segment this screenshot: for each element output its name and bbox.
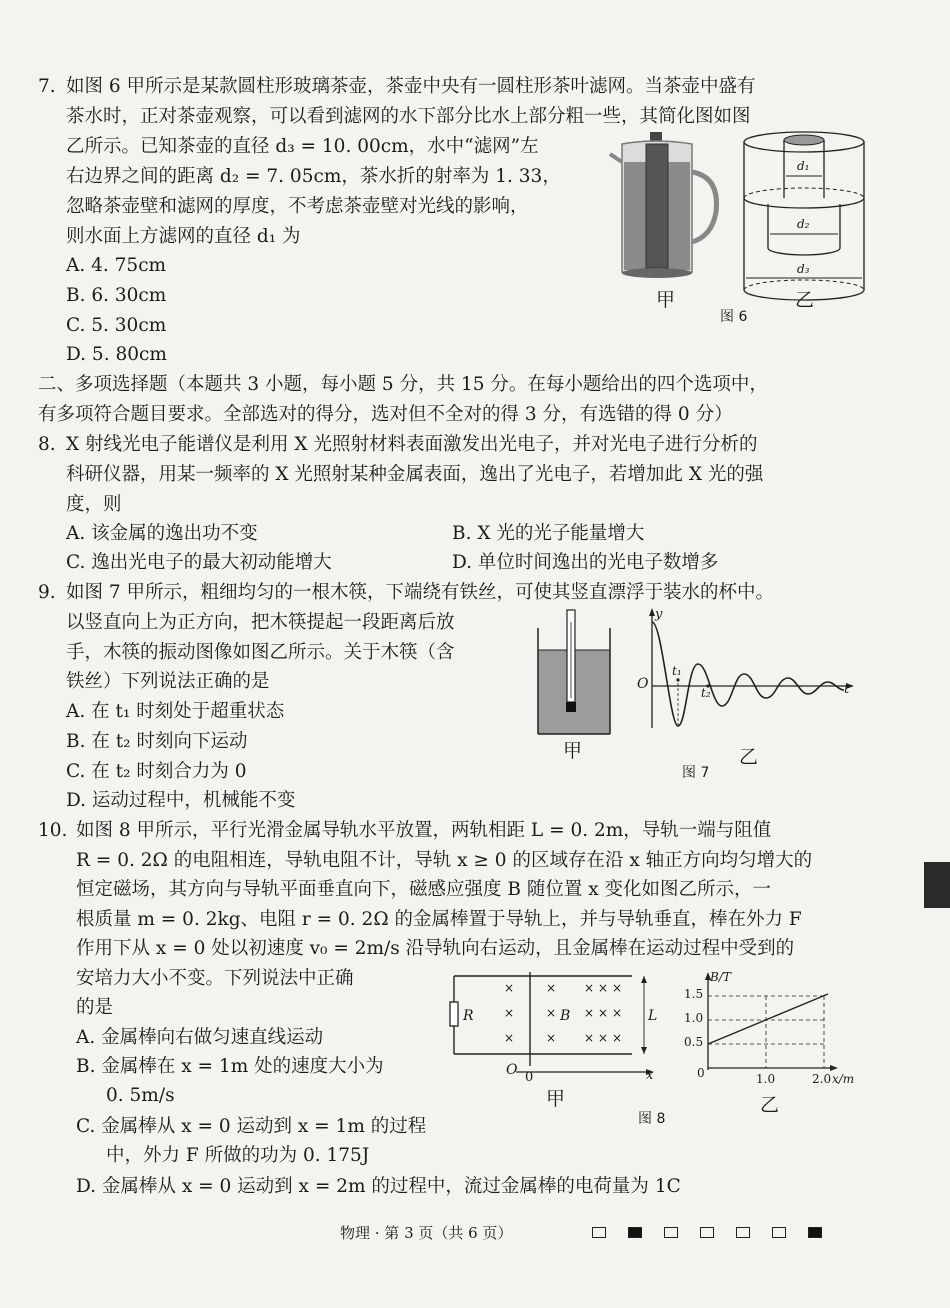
q7-text-line: 右边界之间的距离 d₂ = 7. 05cm，茶水折的射率为 1. 33， [66, 166, 561, 187]
q9-number: 9. [38, 582, 56, 603]
q10-option-b-cont: 0. 5m/s [106, 1085, 175, 1106]
q9-option-a: A. 在 t₁ 时刻处于超重状态 [66, 701, 285, 722]
fig7-caption: 图 7 [682, 765, 710, 781]
q10-text-line: 根质量 m = 0. 2kg、电阻 r = 0. 2Ω 的金属棒置于导轨上，并与导轨垂直，棒在外力 F [76, 909, 802, 930]
svg-text:×: × [504, 981, 515, 995]
q10-text-line: 恒定磁场，其方向与导轨平面垂直向下，磁感应强度 B 随位置 x 变化如图乙所示，一 [76, 879, 772, 900]
q10-option-c-cont: 中，外力 F 所做的功为 0. 175J [106, 1145, 370, 1166]
q8-option-d: D. 单位时间逸出的光电子数增多 [452, 552, 719, 573]
q8-option-b: B. X 光的光子能量增大 [452, 523, 645, 544]
t2-label: t₂ [701, 686, 711, 700]
q9-text-line: 手，木筷的振动图像如图乙所示。关于木筷（含 [66, 642, 455, 663]
q7-text-line: 则水面上方滤网的直径 d₁ 为 [66, 226, 301, 247]
oscillation-graph [636, 606, 854, 730]
svg-text:×: × [598, 1006, 609, 1020]
svg-text:×: × [612, 1031, 623, 1045]
svg-text:×: × [504, 1031, 515, 1045]
q10-text-line: 如图 8 甲所示，平行光滑金属导轨水平放置，两轨相距 L = 0. 2m，导轨一端与阻值 [76, 820, 772, 841]
teapot-photo [608, 132, 728, 282]
fig6-label-jia: 甲 [656, 289, 676, 311]
svg-text:×: × [584, 981, 595, 995]
rail-gap-label: L [648, 1008, 658, 1024]
t-axis-label: t [844, 682, 850, 697]
q10-option-b: B. 金属棒在 x = 1m 处的速度大小为 [76, 1056, 384, 1077]
xm-axis-label: x/m [832, 1072, 855, 1086]
zero-label: 0 [525, 1070, 534, 1085]
svg-text:×: × [612, 1006, 623, 1020]
fig7-label-yi: 乙 [739, 746, 759, 768]
footer-square [628, 1227, 642, 1238]
q10-option-d: D. 金属棒从 x = 0 运动到 x = 2m 的过程中，流过金属棒的电荷量为 1C [76, 1176, 681, 1197]
q7-text-line: 如图 6 甲所示是某款圆柱形玻璃茶壶，茶壶中央有一圆柱形茶叶滤网。当茶壶中盛有 [66, 76, 756, 97]
tick-1-0: 1.0 [684, 1011, 704, 1025]
q7-text-line: 茶水时，正对茶壶观察，可以看到滤网的水下部分比水上部分粗一些，其简化图如图 [66, 106, 751, 127]
b-x-graph [700, 972, 840, 1072]
footer-square [736, 1227, 750, 1238]
q9-text-line: 以竖直向上为正方向，把木筷提起一段距离后放 [66, 612, 455, 633]
svg-text:×: × [612, 981, 623, 995]
field-label: B [560, 1008, 571, 1024]
svg-text:×: × [546, 981, 557, 995]
q10-option-c: C. 金属棒从 x = 0 运动到 x = 1m 的过程 [76, 1116, 427, 1137]
d3-label: d₃ [797, 262, 810, 276]
q10-number: 10. [38, 820, 68, 841]
q10-text-line: 作用下从 x = 0 处以初速度 v₀ = 2m/s 沿导轨向右运动，且金属棒在运动过程中受到的 [76, 938, 795, 959]
fig8-label-yi: 乙 [760, 1094, 780, 1116]
teapot-diagram [742, 130, 872, 302]
section-heading: 二、多项选择题（本题共 3 小题，每小题 5 分，共 15 分。在每小题给出的四个选项中， [38, 374, 768, 395]
q8-text-line: 科研仪器，用某一频率的 X 光照射某种金属表面，逸出了光电子，若增加此 X 光的强 [66, 464, 764, 485]
q7-option-d: D. 5. 80cm [66, 344, 167, 365]
footer-square [808, 1227, 822, 1238]
q10-text-line: R = 0. 2Ω 的电阻相连，导轨电阻不计，导轨 x ≥ 0 的区域存在沿 x 轴正方向均匀增大的 [76, 850, 813, 871]
y-axis-label: y [655, 607, 663, 622]
edge-marker [924, 862, 950, 908]
origin-label: O [637, 676, 649, 692]
q7-text-line: 乙所示。已知茶壶的直径 d₃ = 10. 00cm，水中“滤网”左 [66, 136, 539, 157]
t1-label: t₁ [672, 664, 682, 678]
q9-option-b: B. 在 t₂ 时刻向下运动 [66, 731, 248, 752]
x-axis-label: x [646, 1068, 654, 1083]
fig8-caption: 图 8 [638, 1111, 666, 1127]
tick-x-2-0: 2.0 [812, 1072, 832, 1086]
page-footer: 物理 · 第 3 页（共 6 页） [340, 1224, 513, 1242]
b-axis-label: B/T [710, 970, 731, 984]
tick-1-5: 1.5 [684, 987, 704, 1001]
q7-option-b: B. 6. 30cm [66, 285, 167, 306]
footer-square [700, 1227, 714, 1238]
q8-option-a: A. 该金属的逸出功不变 [66, 523, 258, 544]
q10-text-line: 安培力大小不变。下列说法中正确 [76, 968, 354, 989]
svg-text:×: × [504, 1006, 515, 1020]
q10-option-a: A. 金属棒向右做匀速直线运动 [76, 1027, 324, 1048]
q8-number: 8. [38, 434, 56, 455]
svg-text:×: × [546, 1006, 557, 1020]
q7-text-line: 忽略茶壶壁和滤网的厚度，不考虑茶壶壁对光线的影响， [66, 196, 529, 217]
d2-label: d₂ [797, 217, 810, 231]
tick-x-1-0: 1.0 [756, 1072, 776, 1086]
svg-text:×: × [546, 1031, 557, 1045]
resistor-label: R [463, 1008, 474, 1024]
cup-diagram [534, 608, 614, 736]
q8-text-line: 度，则 [66, 494, 122, 515]
q9-text-line: 如图 7 甲所示，粗细均匀的一根木筷，下端绕有铁丝，可使其竖直漂浮于装水的杯中。 [66, 582, 775, 603]
tick-origin: 0 [697, 1066, 705, 1080]
svg-text:×: × [598, 1031, 609, 1045]
svg-text:×: × [584, 1031, 595, 1045]
q8-text-line: X 射线光电子能谱仪是利用 X 光照射材料表面激发出光电子，并对光电子进行分析的 [66, 434, 758, 455]
q10-text-line: 的是 [76, 997, 114, 1018]
q9-option-c: C. 在 t₂ 时刻合力为 0 [66, 761, 247, 782]
fig7-label-jia: 甲 [563, 740, 583, 762]
section-heading-cont: 有多项符合题目要求。全部选对的得分，选对但不全对的得 3 分，有选错的得 0 分） [38, 404, 733, 425]
q7-option-a: A. 4. 75cm [66, 255, 167, 276]
fig6-caption: 图 6 [720, 309, 748, 325]
q8-option-c: C. 逸出光电子的最大初动能增大 [66, 552, 332, 573]
q9-text-line: 铁丝）下列说法正确的是 [66, 671, 270, 692]
q7-number: 7. [38, 76, 56, 97]
d1-label: d₁ [797, 159, 810, 173]
q9-option-d: D. 运动过程中，机械能不变 [66, 790, 296, 811]
q7-option-c: C. 5. 30cm [66, 315, 167, 336]
fig8-label-jia: 甲 [546, 1088, 566, 1110]
tick-0-5: 0.5 [684, 1035, 704, 1049]
svg-text:×: × [584, 1006, 595, 1020]
rail-circuit-diagram [446, 972, 666, 1082]
fig6-label-yi: 乙 [795, 289, 815, 311]
footer-square [664, 1227, 678, 1238]
origin-label: O [506, 1062, 518, 1078]
footer-square [772, 1227, 786, 1238]
svg-text:×: × [598, 981, 609, 995]
footer-square [592, 1227, 606, 1238]
